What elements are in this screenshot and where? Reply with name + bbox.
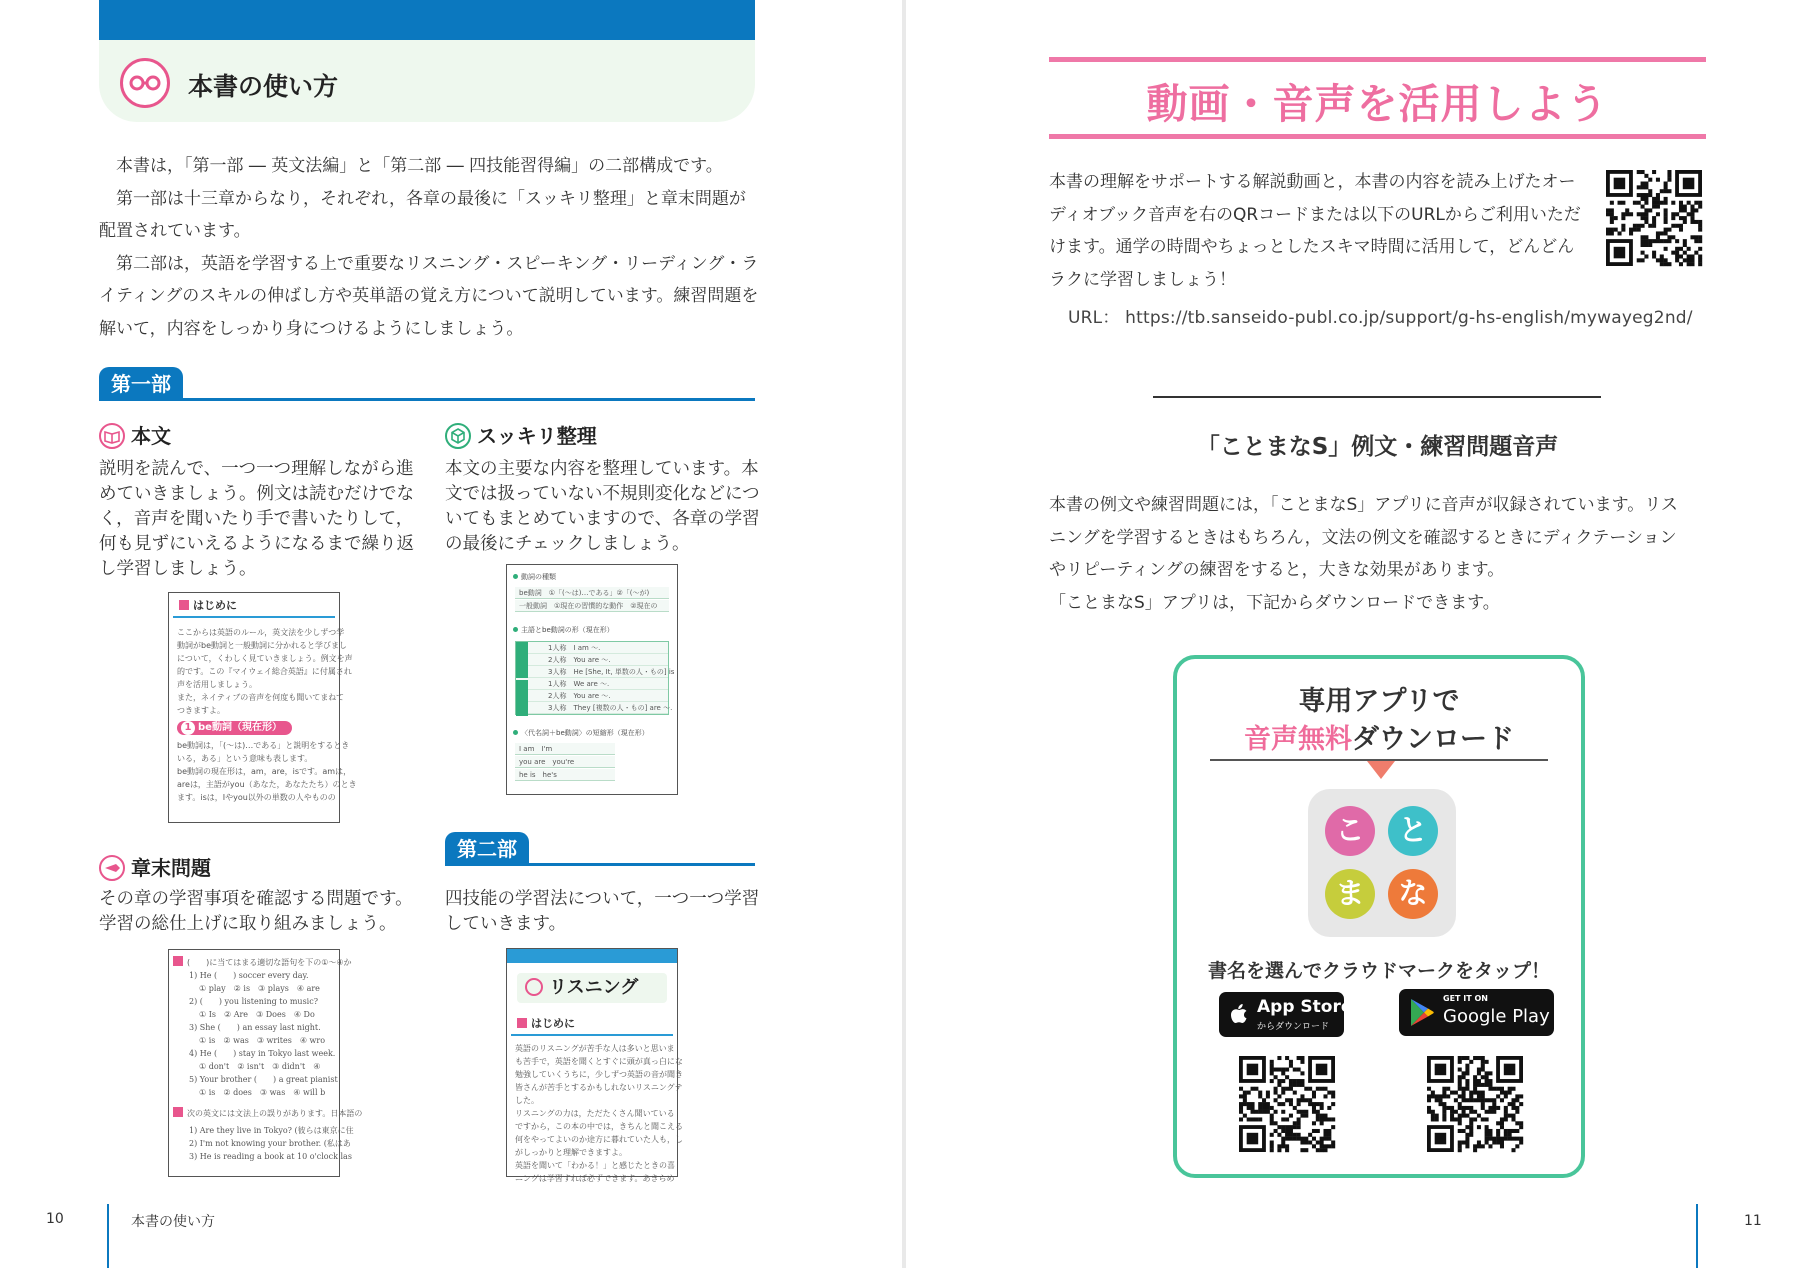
qr-code-icon[interactable] bbox=[1427, 1056, 1523, 1152]
honbun-thumbnail bbox=[168, 592, 357, 823]
title-rule-top bbox=[1049, 57, 1706, 62]
thumb-line: も苦手で，英語を聞くとすぐに頭が真っ白にな bbox=[515, 1057, 683, 1066]
page-number: 10 bbox=[46, 1211, 64, 1227]
thumb-line: 4) He ( ) stay in Tokyo last week. bbox=[189, 1049, 336, 1058]
thumb-tag: 動詞の種類 bbox=[507, 569, 677, 586]
thumb-line: また，ネイティブの音声を何度も聞いてまねて bbox=[177, 693, 344, 702]
footer-rule bbox=[107, 1204, 109, 1268]
thumb-tag: 主語とbe動詞の形（現在形） bbox=[507, 622, 677, 639]
thumb-line: ① don't ② isn't ③ didn't ④ bbox=[199, 1062, 321, 1071]
pencil-icon bbox=[99, 855, 125, 881]
shoumatsu-heading bbox=[99, 854, 211, 882]
shoumatsu-thumbnail bbox=[168, 949, 363, 1177]
right-page bbox=[906, 0, 1807, 1268]
thumb-row: 1人称 We are 〜. bbox=[516, 678, 668, 690]
thumb-line: ニングは学習すれば必ずできます。あきらめ bbox=[515, 1174, 675, 1183]
tap-instruction: 書名を選んでクラウドマークをタップ！ bbox=[1207, 960, 1550, 982]
top-color-bar bbox=[99, 0, 755, 40]
footer-rule bbox=[1696, 1204, 1698, 1268]
honbun-text: 説明を読んで、一つ一つ理解しながら進めていきましょう。例文は読むだけでなく，音声を聞いたり手で書いたりして，何も見ずにいえるようになるまで繰り返し学習しましょう。 bbox=[99, 459, 414, 579]
book-icon bbox=[525, 978, 543, 996]
thumb-line: 勉強していくうちに，少しずつ英語の音が聞き bbox=[515, 1070, 683, 1079]
arrow-icon bbox=[179, 600, 189, 610]
thumb-line: be動詞の現在形は，am，are，isです。amは， bbox=[177, 767, 352, 776]
thumb-line: した。 bbox=[515, 1096, 539, 1105]
part1-bar bbox=[99, 367, 755, 401]
thumb-row: 2人称 You are 〜. bbox=[516, 654, 668, 666]
thumb-row: I am I'm bbox=[515, 743, 615, 755]
text-line: 本書の例文や練習問題には，「ことまなS」アプリに音声が収録されています。リス bbox=[1049, 495, 1678, 515]
thumb-heading: はじめに bbox=[173, 593, 335, 618]
sukkiri-thumbnail bbox=[506, 564, 678, 795]
thumb-row: 3人称 He [She, It, 単数の人・もの] is bbox=[516, 666, 668, 678]
thumb-row: be動詞 ①「(〜は)…である」②「(〜が) bbox=[515, 587, 669, 599]
thumb-line: ① Is ② Are ③ Does ④ Do bbox=[199, 1010, 315, 1019]
intro-paragraph: 本書は，「第一部 ― 英文法編」と「第二部 ― 四技能習得編」の二部構成です。 bbox=[116, 156, 723, 176]
sukkiri-text: 本文の主要な内容を整理しています。本文では扱っていない不規則変化などについてもまとめていますので、各章の学習の最後にチェックしましょう。 bbox=[445, 459, 760, 554]
thumb-line: 声を活用しましょう。 bbox=[177, 680, 257, 689]
thumb-line: 動詞がbe動詞と一般動詞に分かれると学びまし bbox=[177, 641, 347, 650]
thumb-row: 3人称 They [複数の人・もの] are 〜. bbox=[516, 702, 668, 714]
part2-label: 第二部 bbox=[445, 832, 529, 866]
app-box-heading: 専用アプリで bbox=[1298, 686, 1460, 717]
title-rule-bottom bbox=[1049, 134, 1706, 139]
page-title: 動画・音声を活用しよう bbox=[1146, 80, 1609, 128]
thumb-line: be動詞は，「(〜は)…である」と説明をするとき bbox=[177, 741, 350, 750]
sukkiri-heading bbox=[445, 422, 597, 450]
thumb-line: ① play ② is ③ plays ④ are bbox=[199, 984, 320, 993]
thumb-line: areは，主語がyou（あなた，あなたたち）のとき bbox=[177, 780, 357, 789]
page-number: 11 bbox=[1744, 1213, 1762, 1229]
part1-label: 第一部 bbox=[99, 367, 183, 401]
thumb-line: ① is ② does ③ was ④ will b bbox=[199, 1088, 326, 1097]
section-title: 本書の使い方 bbox=[188, 72, 339, 101]
app-download-box bbox=[1173, 655, 1585, 1178]
thumb-line: リスニングの力は，ただたくさん聞いている bbox=[515, 1109, 675, 1118]
divider bbox=[1153, 396, 1601, 398]
glasses-icon bbox=[120, 58, 170, 108]
thumb-line: 3) He is reading a book at 10 o'clock las bbox=[189, 1152, 352, 1161]
text-line: 「ことまなS」アプリは，下記からダウンロードできます。 bbox=[1049, 592, 1500, 613]
thumb-line: いる，ある」という意味も表します。 bbox=[177, 754, 313, 763]
app-store-sublabel: からダウンロード bbox=[1257, 1022, 1330, 1032]
thumb-tag: 〈代名詞＋be動詞〉の短縮形（現在形） bbox=[507, 725, 677, 742]
thumb-row: you are you're bbox=[515, 756, 615, 768]
thumb-line: 2) I'm not knowing your brother. (私はあ bbox=[189, 1139, 351, 1148]
qr-code-icon[interactable] bbox=[1606, 170, 1702, 266]
triangle-down-icon bbox=[1367, 761, 1395, 779]
book-icon bbox=[99, 423, 125, 449]
thumb-table bbox=[515, 641, 675, 715]
sukkiri-heading-text: スッキリ整理 bbox=[477, 424, 597, 448]
app-icon-char: な bbox=[1388, 869, 1438, 919]
thumb-line: について，くわしく見ていきましょう。例文を声 bbox=[177, 654, 353, 663]
part2-text: 四技能の学習法について，一つ一つ学習していきます。 bbox=[445, 889, 760, 934]
thumb-line: 英語を聞いて「わかる！」と感じたときの喜 bbox=[515, 1161, 675, 1170]
intro-paragraph: 第二部は，英語を学習する上で重要なリスニング・スピーキング・リーディング・ライティングのスキルの伸ばし方や英単語の覚え方について説明しています。練習問題を解いて，内容をしっかり身につけるようにしましょう。 bbox=[99, 253, 759, 339]
honbun-heading bbox=[99, 422, 171, 450]
thumb-line: ここからは英語のルール，英文法を少しずつ学 bbox=[177, 628, 345, 637]
thumb-line: 5) Your brother ( ) a great pianist bbox=[189, 1075, 338, 1084]
thumb-line: ① is ② was ③ writes ④ wro bbox=[199, 1036, 326, 1045]
app-box-subheading: 音声無料ダウンロード bbox=[1244, 724, 1514, 755]
support-url[interactable]: URL： https://tb.sanseido-publ.co.jp/support/g-hs-english/mywayeg2nd/ bbox=[1068, 308, 1693, 328]
intro-paragraph: 第一部は十三章からなり，それぞれ，各章の最後に「スッキリ整理」と章末問題が配置されています。 bbox=[99, 188, 746, 241]
app-audio-text bbox=[1049, 489, 1714, 619]
shoumatsu-text: その章の学習事項を確認する問題です。学習の総仕上げに取り組みましょう。 bbox=[99, 889, 413, 934]
app-icon-char: ま bbox=[1325, 869, 1375, 919]
text-line: ニングを学習するときはもちろん，文法の例文を確認するときにディクテーション bbox=[1049, 527, 1677, 548]
thumb-line: 何をやってよいのか途方に暮れていた人も，し bbox=[515, 1135, 683, 1144]
google-play-icon bbox=[1409, 998, 1435, 1027]
text-line: やリピーティングの練習をすると，大きな効果があります。 bbox=[1049, 560, 1505, 580]
google-play-sublabel: GET IT ON bbox=[1443, 994, 1488, 1003]
listening-title: リスニング bbox=[517, 973, 667, 1003]
thumb-line: つきますよ。 bbox=[177, 706, 225, 715]
thumb-line: 3) She ( ) an essay last night. bbox=[189, 1023, 321, 1032]
thumb-line: ですから，この本の中では，きちんと聞こえる bbox=[515, 1122, 683, 1131]
part2-bar bbox=[445, 832, 755, 866]
thumb-line: 2) ( ) you listening to music? bbox=[189, 997, 319, 1006]
thumb-line: 1) Are they live in Tokyo? (彼らは東京に住 bbox=[189, 1126, 354, 1135]
honbun-heading-text: 本文 bbox=[131, 424, 171, 448]
footer-text: 本書の使い方 bbox=[131, 1214, 215, 1230]
listening-thumbnail bbox=[506, 948, 683, 1183]
thumb-line: 英語のリスニングが苦手な人は多いと思いま bbox=[515, 1044, 675, 1053]
thumb-heading: はじめに bbox=[511, 1011, 673, 1036]
arrow-icon bbox=[517, 1018, 527, 1028]
thumb-pill: 1 be動詞（現在形） bbox=[177, 721, 292, 735]
google-play-button[interactable] bbox=[1399, 989, 1554, 1036]
app-icon-char: こ bbox=[1325, 806, 1375, 856]
google-play-label: Google Play bbox=[1443, 1006, 1550, 1027]
section-subtitle: 「ことまなS」例文・練習問題音声 bbox=[1196, 434, 1559, 460]
thumb-question: ( )に当てはまる適切な語句を下の①〜④か bbox=[169, 956, 339, 969]
cube-icon bbox=[445, 423, 471, 449]
intro-text: 本書の理解をサポートする解説動画と，本書の内容を読み上げたオーディオブック音声を右のQRコードまたは以下のURLからご利用いただけます。通学の時間やちょっとしたスキマ時間に活用して，どんどんラクに学習しましょう！ bbox=[1049, 172, 1581, 290]
shoumatsu-heading-text: 章末問題 bbox=[131, 856, 211, 880]
thumb-line: 的です。この『マイウェイ総合英語』に付属され bbox=[177, 667, 352, 676]
left-page bbox=[0, 0, 902, 1268]
app-store-button[interactable] bbox=[1219, 992, 1353, 1037]
thumb-line: 皆さんが苦手とするかもしれないリスニングテ bbox=[515, 1083, 683, 1092]
app-store-label: App Store bbox=[1257, 997, 1353, 1017]
thumb-line: ます。isは，Iやyou以外の単数の人やものの bbox=[177, 793, 336, 802]
thumb-line: 1) He ( ) soccer every day. bbox=[189, 971, 309, 980]
thumb-question: 次の英文には文法上の誤りがあります。日本語の bbox=[169, 1107, 339, 1120]
apple-icon bbox=[1228, 1002, 1250, 1026]
app-icon-char: と bbox=[1388, 806, 1438, 856]
thumb-line: がしっかりと理解できますよ。 bbox=[515, 1148, 627, 1157]
kotomana-app-icon[interactable] bbox=[1308, 789, 1456, 937]
thumb-row: 2人称 You are 〜. bbox=[516, 690, 668, 702]
qr-code-icon[interactable] bbox=[1239, 1056, 1335, 1152]
thumb-row: 一般動詞 ①現在の習慣的な動作 ②現在の bbox=[515, 600, 669, 612]
thumb-row: 1人称 I am 〜. bbox=[516, 642, 668, 654]
intro-text bbox=[99, 150, 759, 345]
thumb-row: he is he's bbox=[515, 769, 615, 781]
